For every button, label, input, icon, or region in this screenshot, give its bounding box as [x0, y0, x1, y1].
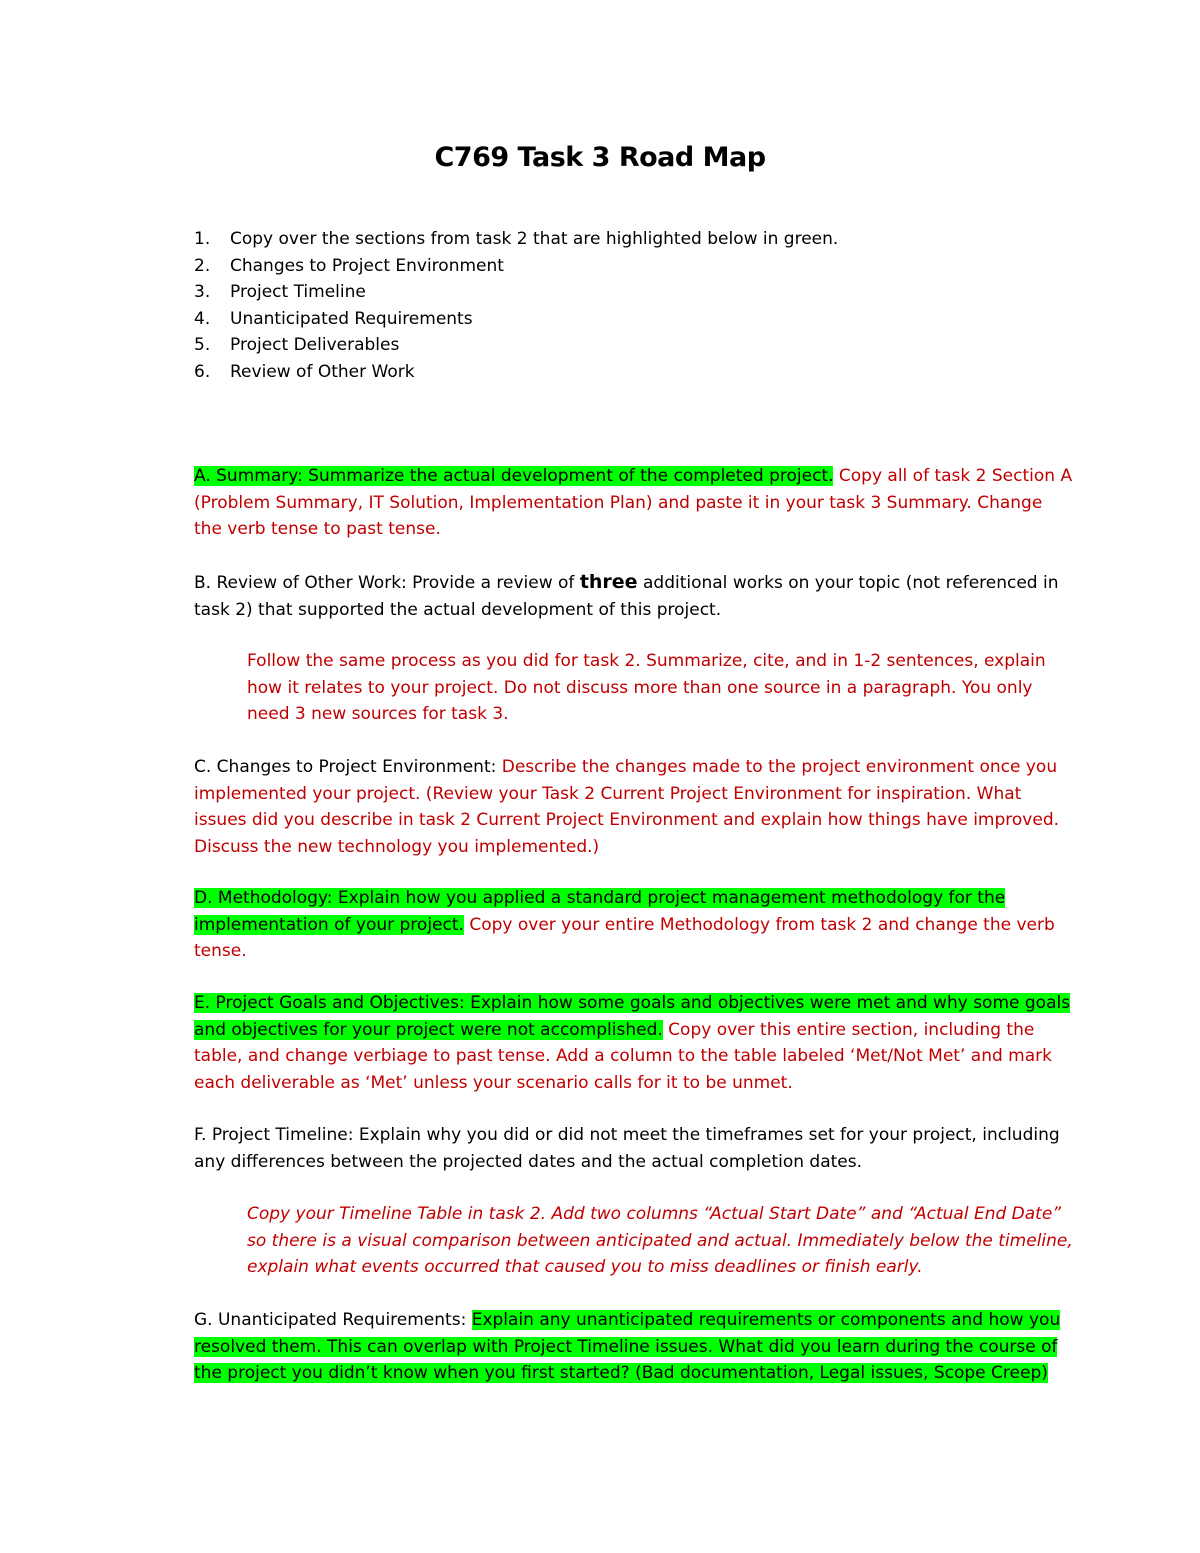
list-item: 6. Review of Other Work	[194, 361, 415, 382]
section-e-instructions: Copy over this entire section, including the table, and change verbiage to past tense. Add a column to the table labeled ‘Met/Not Met’ and mark each deliverable as ‘Met’ unless your scenario calls for it to be unmet.	[194, 1019, 1052, 1093]
section-c-instructions: Describe the changes made to the project environment once you implemented your project. (Review your Task 2 Current Project Environment for inspiration. What issues did you describe in task 2 Current Project Environment and explain how things have improved. Discuss the new technology you implemented.)	[194, 757, 1060, 857]
section-a-label: A. Summary: Summarize the actual development of the completed project.	[194, 466, 834, 486]
list-item: 2. Changes to Project Environment	[194, 255, 504, 276]
section-b-review: B. Review of Other Work: Provide a review of three additional works on your topic (not referenced in task 2) that supported the actual development of this project.	[194, 571, 1059, 620]
list-item: 1. Copy over the sections from task 2 that are highlighted below in green.	[194, 229, 839, 249]
section-d-label: D. Methodology: Explain how you applied a standard project management methodology for the implementation of your project.	[194, 888, 1006, 935]
document-title: C769 Task 3 Road Map	[434, 142, 766, 173]
section-g-highlight: Explain any unanticipated requirements or components and how you resolved them. This can overlap with Project Timeline issues. What did you learn during the course of the project you didn’t know when you first started? (Bad documentation, Legal issues, Scope Creep)	[194, 1310, 1061, 1383]
section-f-note: Copy your Timeline Table in task 2. Add two columns “Actual Start Date” and “Actual End Date” so there is a visual comparison between anticipated and actual. Immediately below the timeline, explain what events occurred that caused you to miss deadlines or finish early.	[247, 1204, 1073, 1277]
section-a-summary	[194, 463, 1074, 543]
section-e-label: E. Project Goals and Objectives: Explain how some goals and objectives were met and why some goals and objectives for your project were not accomplished.	[194, 993, 1071, 1040]
emphasis-three: three	[579, 571, 638, 593]
section-g-unanticipated	[194, 1307, 1074, 1387]
section-f-timeline: F. Project Timeline: Explain why you did or did not meet the timeframes set for your project, including any differences between the projected dates and the actual completion dates.	[194, 1125, 1060, 1172]
steps-list	[194, 226, 838, 385]
section-c-label: C. Changes to Project Environment:	[194, 757, 502, 777]
section-g-label: G. Unanticipated Requirements:	[194, 1310, 472, 1330]
list-item: 3. Project Timeline	[194, 282, 366, 302]
section-e-goals	[194, 990, 1074, 1096]
list-item: 5. Project Deliverables	[194, 335, 400, 355]
section-a-instructions: Copy all of task 2 Section A (Problem Summary, IT Solution, Implementation Plan) and paste it in your task 3 Summary. Change the verb tense to past tense.	[194, 466, 1073, 539]
section-c-changes	[194, 754, 1074, 860]
section-d-methodology	[194, 885, 1074, 965]
section-d-instructions: Copy over your entire Methodology from task 2 and change the verb tense.	[194, 914, 1055, 961]
section-b-note: Follow the same process as you did for task 2. Summarize, cite, and in 1-2 sentences, explain how it relates to your project. Do not discuss more than one source in a paragraph. You only need 3 new sources for task 3.	[247, 651, 1046, 724]
list-item: 4. Unanticipated Requirements	[194, 308, 473, 329]
